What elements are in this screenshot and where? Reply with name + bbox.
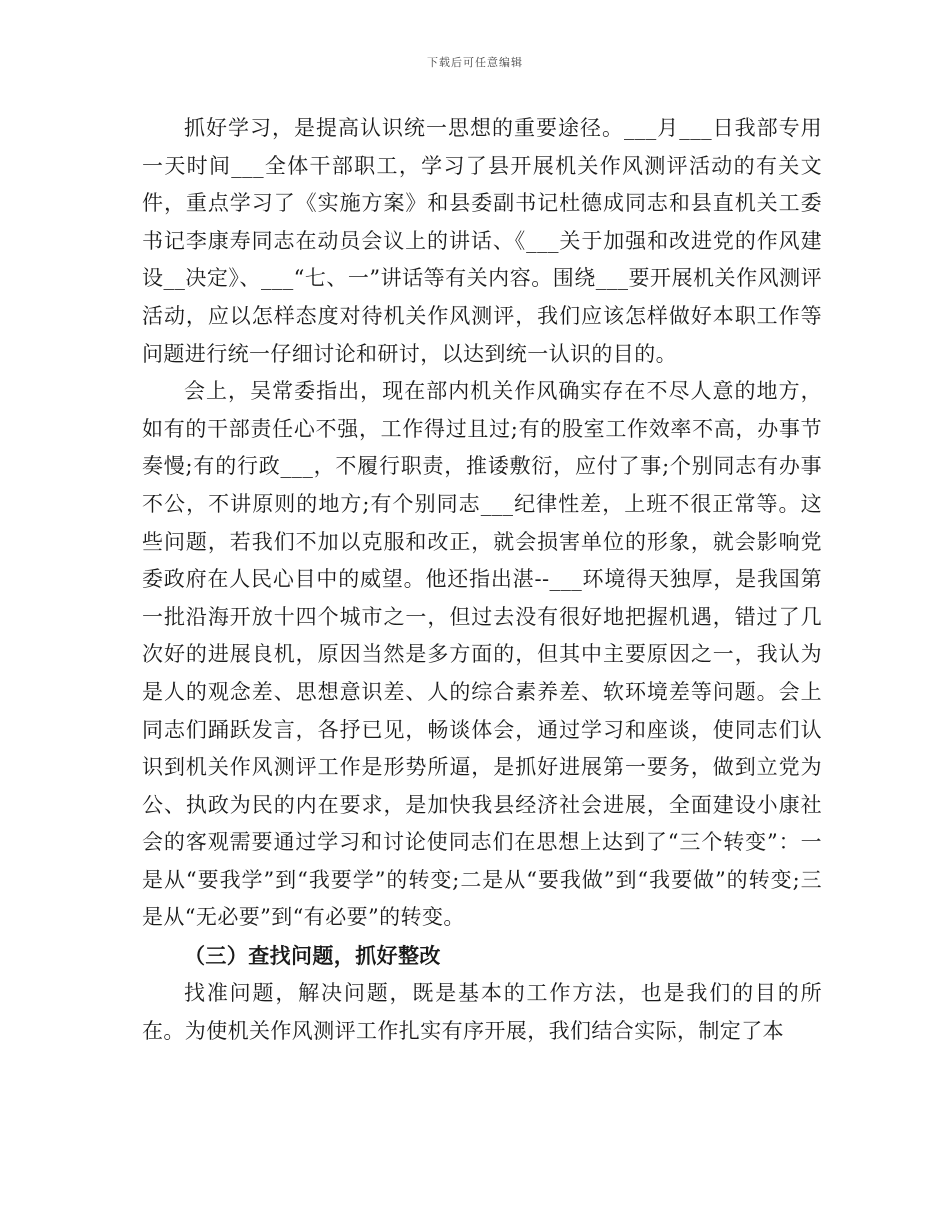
document-body [142, 110, 822, 1050]
paragraph-meeting: 会上，吴常委指出，现在部内机关作风确实存在不尽人意的地方，如有的干部责任心不强，工作得过且过;有的股室工作效率不高，办事节奏慢;有的行政___，不履行职责，推诿敷衍，应付了事;个别同志有办事不公，不讲原则的地方;有个别同志___纪律性差，上班不很正常等。这些问题，若我们不加以克服和改正，就会损害单位的形象，就会影响党委政府在人民心目中的威望。他还指出湛--___环境得天独厚，是我国第一批沿海开放十四个城市之一，但过去没有很好地把握机遇，错过了几次好的进展良机，原因当然是多方面的，但其中主要原因之一，我认为是人的观念差、思想意识差、人的综合素养差、软环境差等问题。会上同志们踊跃发言，各抒已见，畅谈体会，通过学习和座谈，使同志们认识到机关作风测评工作是形势所逼，是抓好进展第一要务，做到立党为公、执政为民的内在要求，是加快我县经济社会进展，全面建设小康社会的客观需要通过学习和讨论使同志们在思想上达到了“三个转变”：一是从“要我学”到“我要学”的转变;二是从“要我做”到“我要做”的转变;三是从“无必要”到“有必要”的转变。 [142, 379, 822, 930]
page-header-note: 下载后可任意编辑 [427, 56, 523, 69]
paragraph-problems: 找准问题，解决问题，既是基本的工作方法，也是我们的目的所在。为使机关作风测评工作扎实有序开展，我们结合实际，制定了本 [142, 981, 822, 1043]
paragraph-study: 抓好学习，是提高认识统一思想的重要途径。___月___日我部专用一天时间___全体干部职工，学习了县开展机关作风测评活动的有关文件，重点学习了《实施方案》和县委副书记杜德成同志和县直机关工委书记李康寿同志在动员会议上的讲话、《___关于加强和改进党的作风建设__决定》、___“七、一”讲话等有关内容。围绕___要开展机关作风测评活动，应以怎样态度对待机关作风测评，我们应该怎样做好本职工作等问题进行统一仔细讨论和研讨，以达到统一认识的目的。 [142, 116, 822, 366]
section-heading: （三）查找问题，抓好整改 [184, 943, 441, 969]
